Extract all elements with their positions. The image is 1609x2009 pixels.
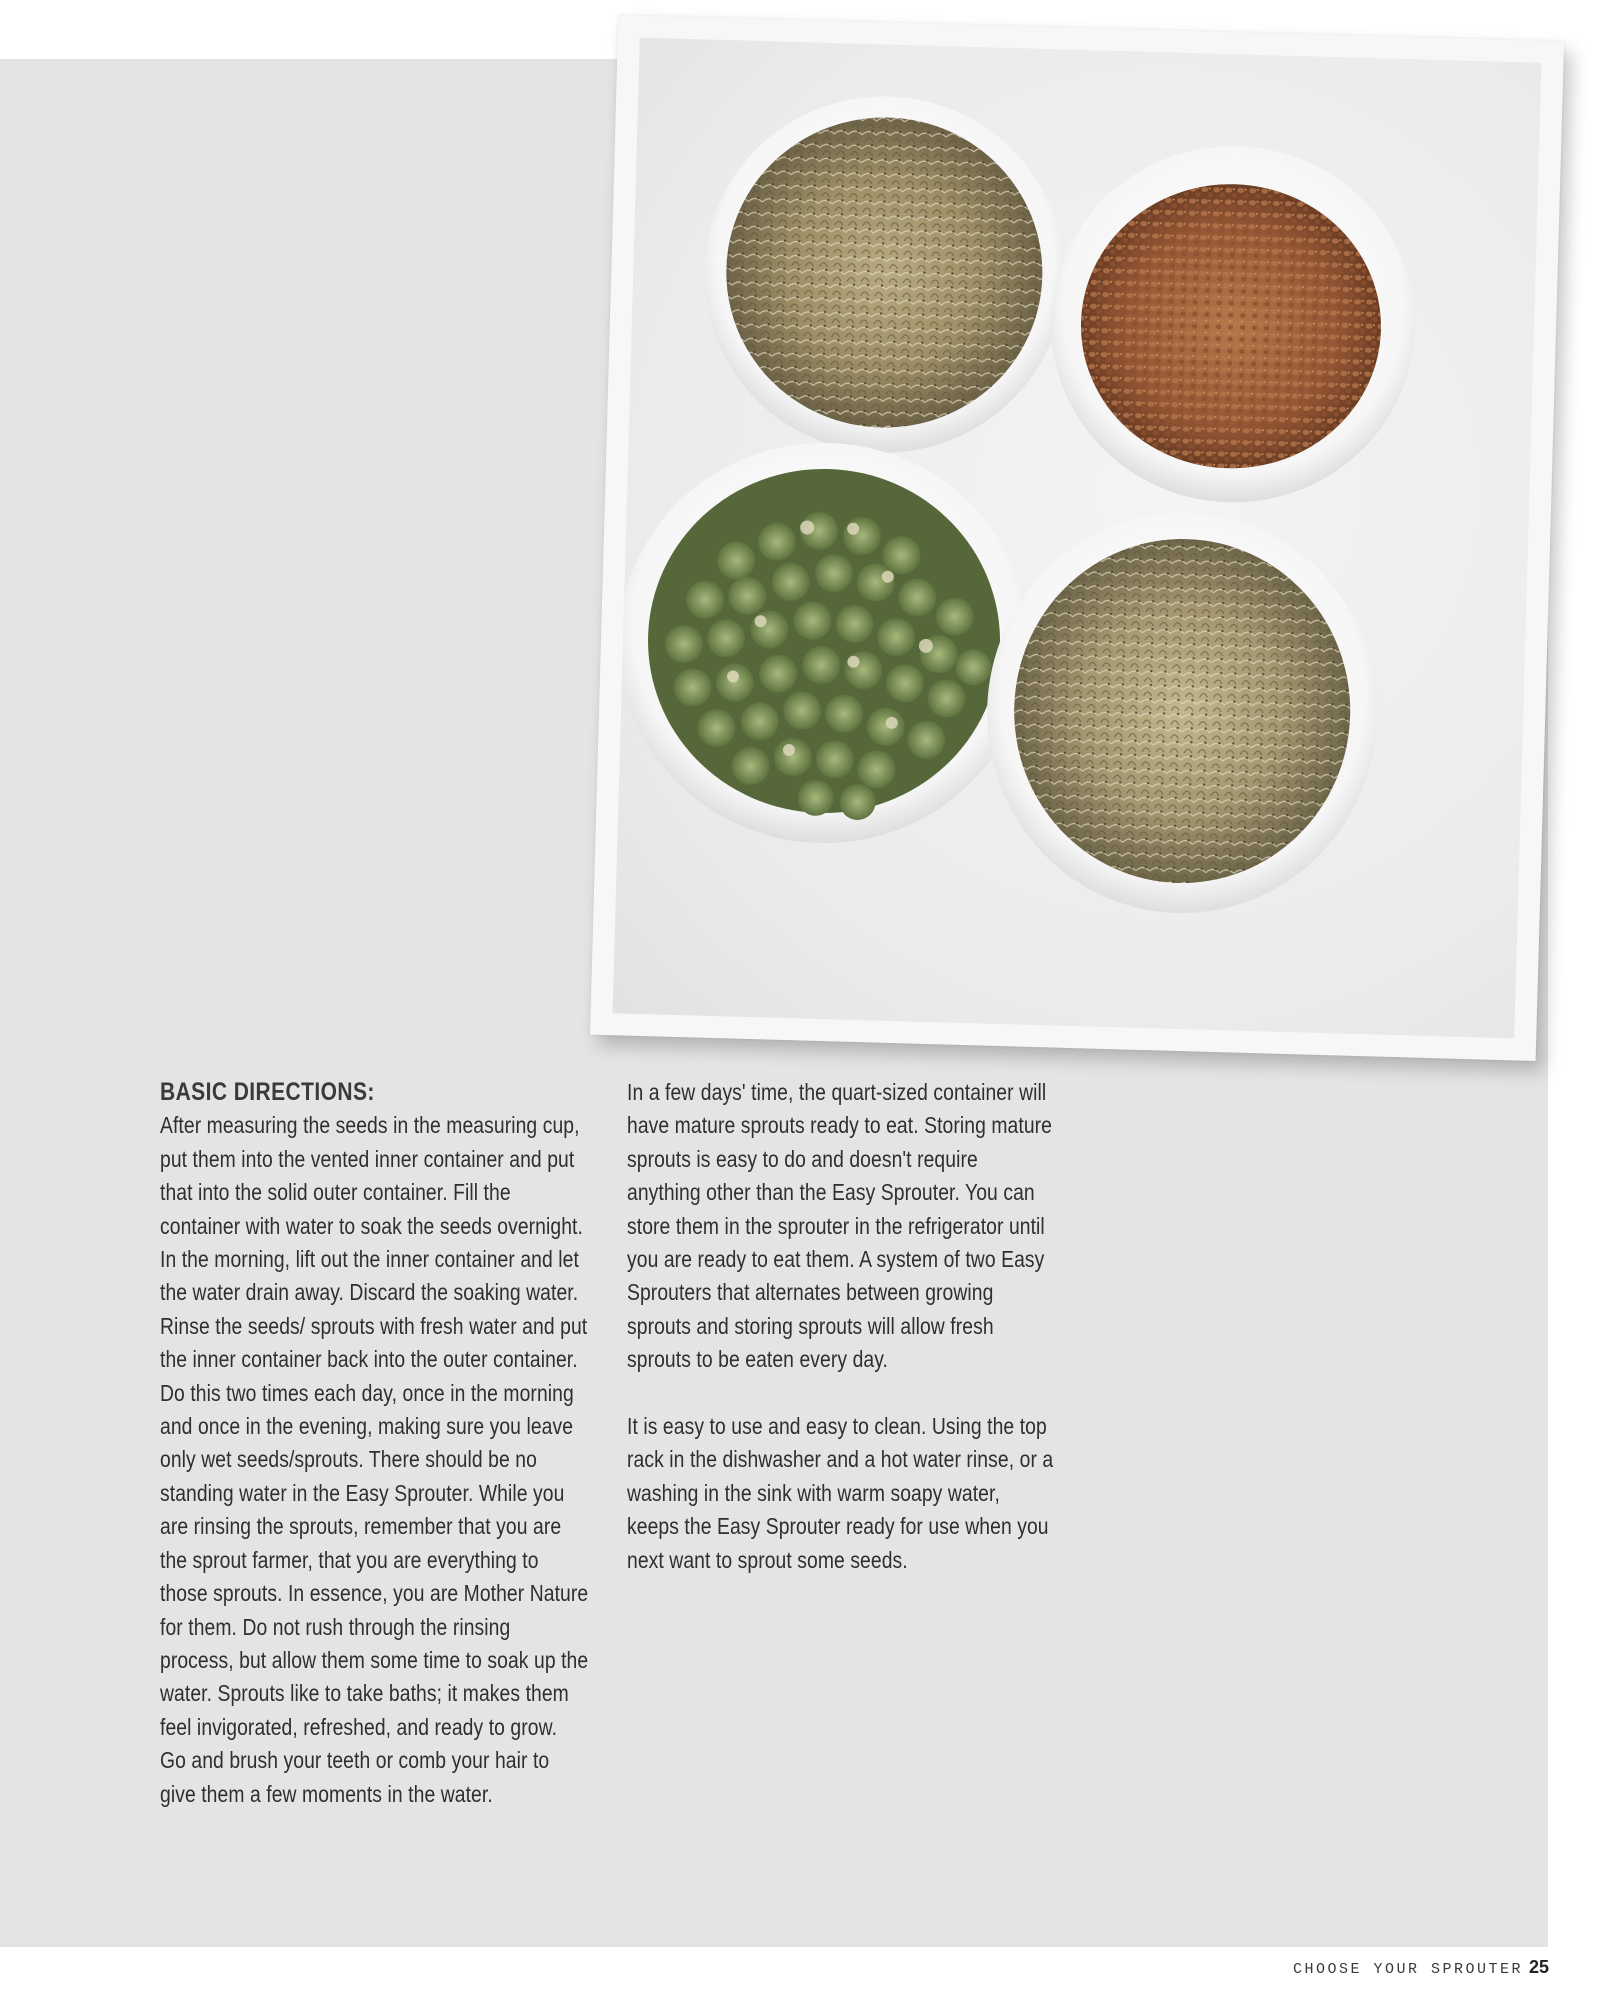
directions-paragraph: After measuring the seeds in the measuring cup, put them into the vented inner container and put that into the solid outer container. Fill the container with water to soak the seeds overnight. In the morning, lift out the inner container and let the water drain away. Discard the soaking water. Rinse the seeds/ sprouts with fresh water and put the inner container back into the outer container. Do this two times each day, once in the morning and once in the evening, making sure you leave only wet seeds/sprouts. There should be no standing water in the Easy Sprouter. While you are rinsing the sprouts, remember that you are the sprout farmer, that you are everything to those sprouts. In essence, you are Mother Nature for them. Do not rush through the rinsing process, but allow them some time to soak up the water. Sprouts like to take baths; it makes them feel invigorated, refreshed, and ready to grow. Go and brush your teeth or comb your hair to give them a few moments in the water.: [160, 1112, 589, 1807]
bowl-bottom-left: [613, 437, 1034, 848]
sprouts-photo: [613, 38, 1542, 1039]
page-number: 25: [1528, 1957, 1549, 1977]
bowl-bottom-right: [982, 508, 1383, 919]
page-footer: [1293, 1957, 1549, 1978]
cleaning-paragraph: It is easy to use and easy to clean. Using the top rack in the dishwasher and a hot water rinse, or a washing in the sink with warm soapy water, keeps the Easy Sprouter ready for use when you next want to sprout some seeds.: [627, 1413, 1054, 1573]
bowl-top-right: [1046, 141, 1420, 507]
section-heading: BASIC DIRECTIONS:: [160, 1078, 375, 1106]
storage-paragraph: In a few days' time, the quart-sized container will have mature sprouts ready to eat. Storing mature sprouts is easy to do and doesn't require anything other than the Easy Sprouter. You can store them in the sprouter in the refrigerator until you are ready to eat them. A system of two Easy Sprouters that alternates between growing sprouts and storing sprouts will allow fresh sprouts to be eaten every day.: [627, 1079, 1053, 1373]
bowl-top-left: [699, 92, 1069, 458]
sprouts-bowls-illustration: [613, 38, 1542, 1039]
photo-card: [590, 15, 1564, 1061]
right-text-column: [627, 1076, 1055, 1577]
left-text-column: [160, 1076, 588, 1811]
footer-section-title: CHOOSE YOUR SPROUTER: [1292, 1961, 1523, 1978]
